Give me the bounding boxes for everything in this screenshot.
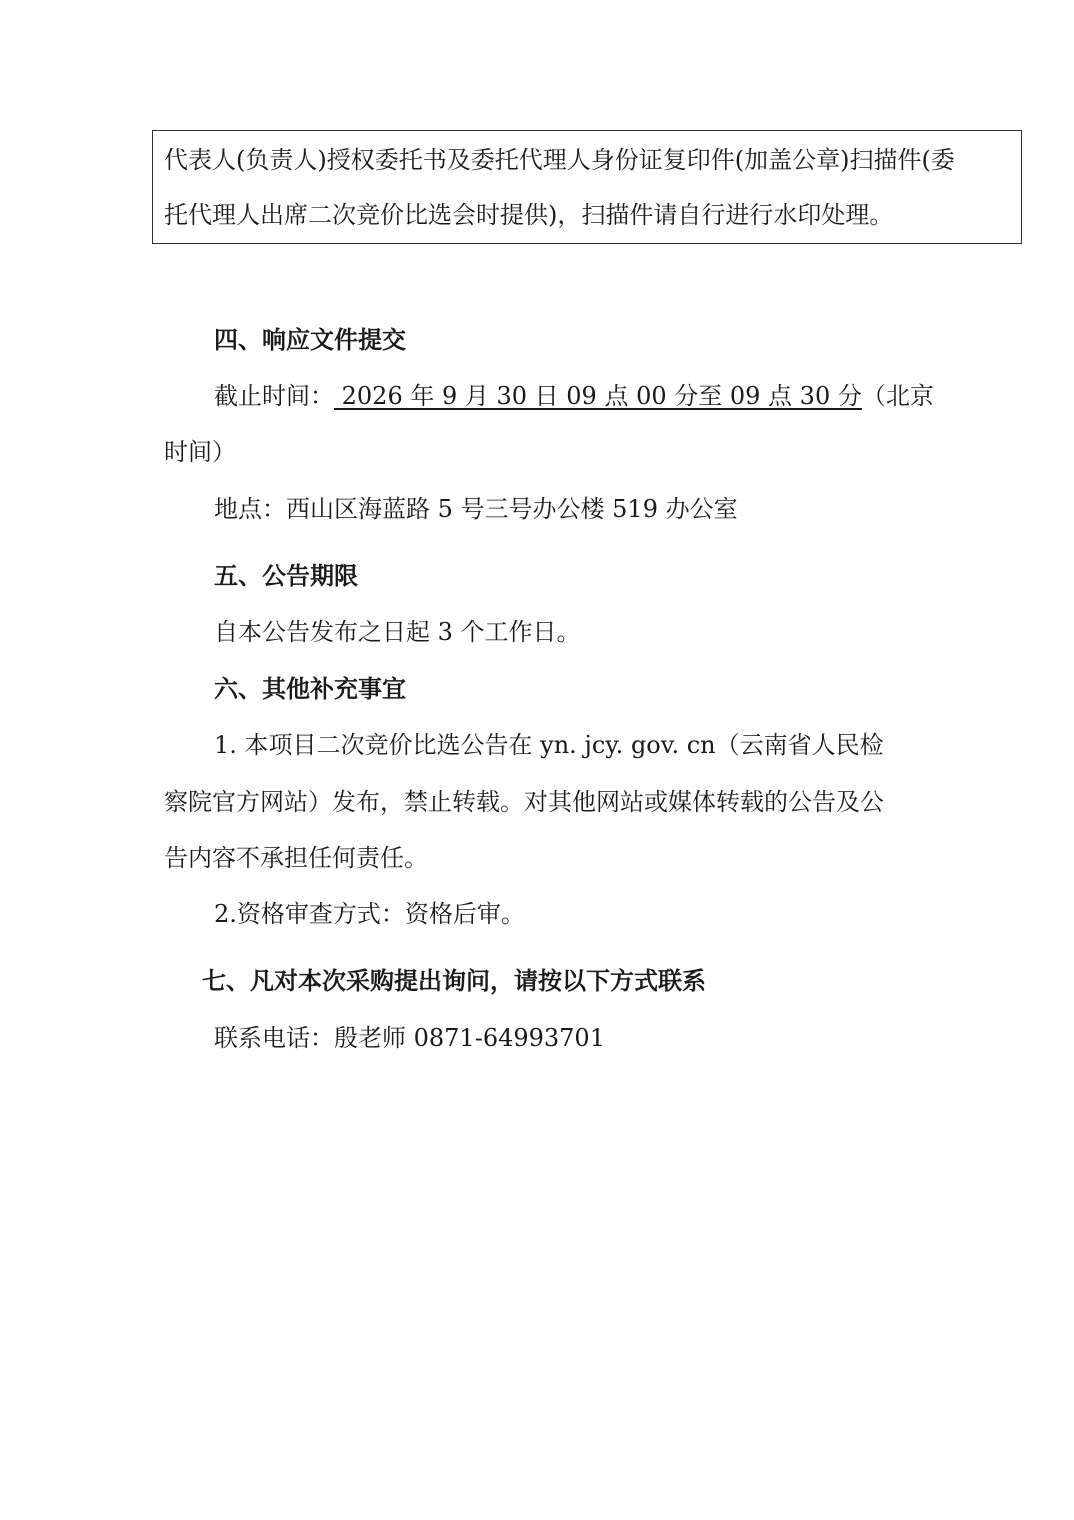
location-text: 地点：西山区海蓝路 5 号三号办公楼 519 办公室: [214, 495, 738, 523]
deadline-label: 截止时间：: [214, 382, 334, 410]
section-7-heading: 七、凡对本次采购提出询问，请按以下方式联系: [202, 967, 706, 995]
section-6-heading: 六、其他补充事宜: [214, 675, 406, 703]
deadline-line-2: 时间）: [164, 438, 236, 466]
box-text-line-1: 代表人(负责人)授权委托书及委托代理人身份证复印件(加盖公章)扫描件(委: [164, 146, 955, 174]
deadline-value: 2026 年 9 月 30 日 09 点 00 分至 09 点 30 分: [334, 382, 862, 410]
item-1-line-2: 察院官方网站）发布，禁止转载。对其他网站或媒体转载的公告及公: [164, 788, 884, 816]
section-4-heading: 四、响应文件提交: [214, 326, 406, 354]
item-1-line-1: 1. 本项目二次竞价比选公告在 yn. jcy. gov. cn（云南省人民检: [214, 731, 884, 759]
contact-text: 联系电话：殷老师 0871-64993701: [214, 1024, 605, 1052]
deadline-line: [214, 381, 934, 411]
item-1-line-3: 告内容不承担任何责任。: [164, 844, 428, 872]
box-text-line-2: 托代理人出席二次竞价比选会时提供)，扫描件请自行进行水印处理。: [164, 201, 894, 229]
deadline-suffix: （北京: [861, 382, 934, 410]
item-2-text: 2.资格审查方式：资格后审。: [214, 900, 525, 928]
section-5-heading: 五、公告期限: [214, 562, 358, 590]
announcement-period-text: 自本公告发布之日起 3 个工作日。: [214, 618, 581, 646]
